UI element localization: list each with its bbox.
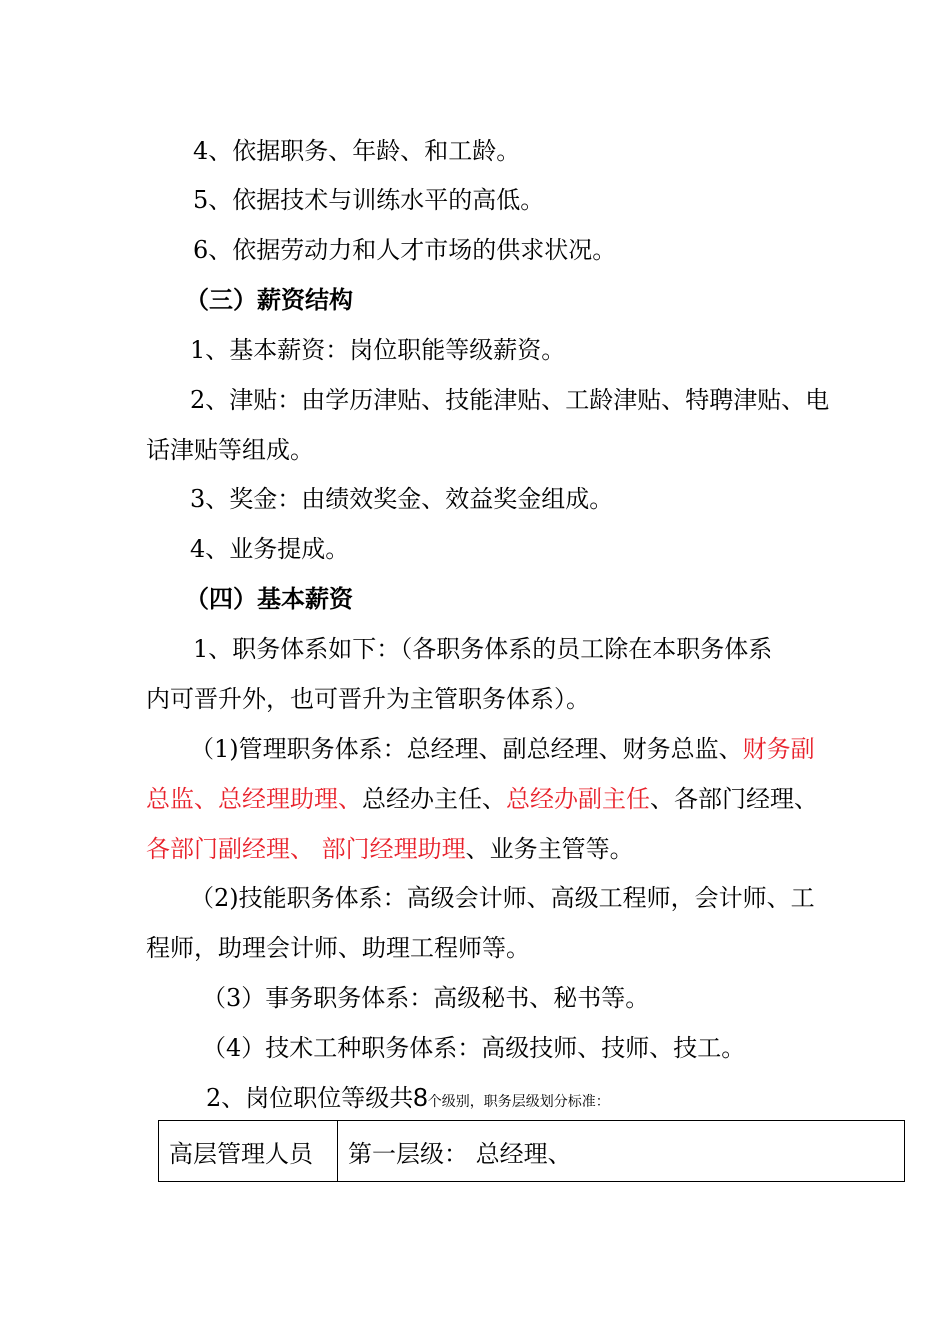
grade-count: 8 [413,1082,428,1112]
item-4-job-age: 4、依据职务、年龄、和工龄。 [193,137,521,165]
technical-system-line-1: （2)技能职务体系：高级会计师、高级工程师，会计师、工 [190,884,815,912]
management-text: 、各部门经理、 [650,785,818,813]
table-row [159,1121,905,1182]
section-heading-salary-structure: （三）薪资结构 [185,285,353,314]
management-highlight: 总监、总经理助理、 [146,785,362,813]
grade-intro-suffix: 个级别，职务层级划分标准： [427,1094,610,1110]
base-item-1-line-1: 1、职务体系如下：（各职务体系的员工除在本职务体系 [193,635,773,663]
management-text: （1)管理职务体系：总经理、副总经理、财务总监、 [190,735,743,763]
structure-item-3: 3、奖金：由绩效奖金、效益奖金组成。 [190,485,614,513]
grade-table [158,1120,905,1182]
management-highlight: 各部门副经理、 部门经理助理 [146,835,466,863]
item-5-skill-level: 5、依据技术与训练水平的高低。 [193,186,545,214]
table-cell-category: 高层管理人员 [159,1121,338,1182]
technical-worker-system: （4）技术工种职务体系：高级技师、技师、技工。 [202,1034,746,1062]
grade-intro [206,1081,610,1118]
table-cell-level: 第一层级： 总经理、 [338,1121,905,1182]
structure-item-2-line-2: 话津贴等组成。 [146,436,314,464]
management-system-line-2 [146,783,818,815]
management-system-line-1 [190,733,815,765]
clerical-system: （3）事务职务体系：高级秘书、秘书等。 [202,984,650,1012]
management-text: 总经办主任、 [362,785,506,813]
item-6-labor-market: 6、依据劳动力和人才市场的供求状况。 [193,236,617,264]
structure-item-4: 4、业务提成。 [190,535,350,563]
management-highlight: 财务副 [742,735,815,763]
grade-intro-prefix: 2、岗位职位等级共 [206,1084,414,1112]
structure-item-1: 1、基本薪资：岗位职能等级薪资。 [190,336,566,364]
structure-item-2-line-1: 2、津贴：由学历津贴、技能津贴、工龄津贴、特聘津贴、电 [190,386,830,414]
technical-system-line-2: 程师，助理会计师、助理工程师等。 [146,934,530,962]
management-text: 、业务主管等。 [465,835,634,863]
base-item-1-line-2: 内可晋升外，也可晋升为主管职务体系）。 [146,685,590,713]
management-system-line-3 [146,833,634,865]
management-highlight: 总经办副主任 [506,785,650,813]
section-heading-base-salary: （四）基本薪资 [185,584,353,613]
